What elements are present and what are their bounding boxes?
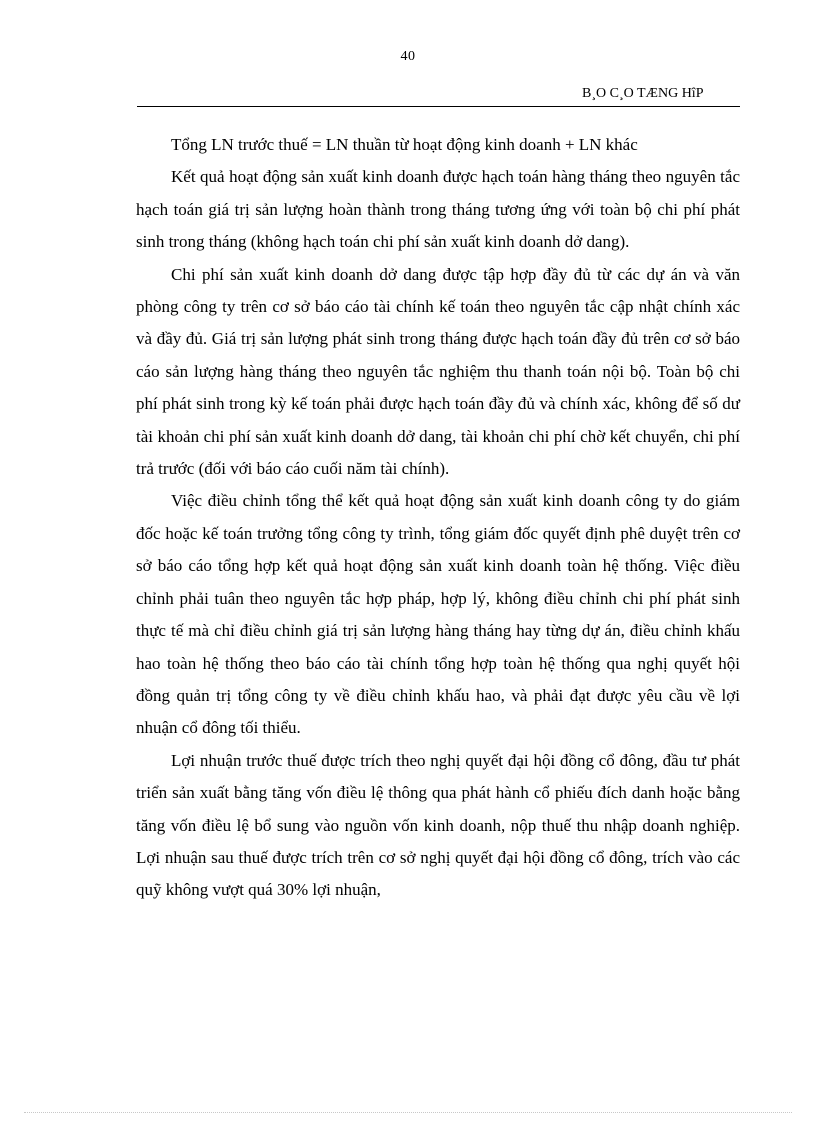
paragraph-adjustments: Việc điều chỉnh tổng thể kết quả hoạt động sản xuất kinh doanh công ty do giám đốc hoặc kế toán trưởng tổng công ty trình, tổng giám đốc quyết định phê duyệt trên cơ sở báo cáo tổng hợp kết quả hoạt động sản xuất kinh doanh toàn hệ thống. Việc điều chỉnh phải tuân theo nguyên tắc hợp pháp, hợp lý, không điều chỉnh chi phí phát sinh thực tế mà chỉ điều chỉnh giá trị sản lượng hàng tháng hay từng dự án, điều chỉnh khấu hao toàn hệ thống theo báo cáo tài chính tổng hợp toàn hệ thống qua nghị quyết hội đồng quản trị tổng công ty về điều chỉnh khấu hao, và phải đạt được yêu cầu về lợi nhuận cổ đông tối thiểu.: [136, 491, 740, 738]
page-number: 40: [400, 49, 416, 64]
paragraph-monthly-accounting: Kết quả hoạt động sản xuất kinh doanh được hạch toán hàng tháng theo nguyên tắc hạch toán giá trị sản lượng hoàn thành trong tháng tương ứng với toàn bộ chi phí phát sinh trong tháng (không hạch toán chi phí sản xuất kinh doanh dở dang).: [136, 167, 740, 252]
document-body: [136, 129, 740, 907]
paragraph-profit-distribution: Lợi nhuận trước thuế được trích theo nghị quyết đại hội đồng cổ đông, đầu tư phát triển sản xuất bằng tăng vốn điều lệ thông qua phát hành cổ phiếu đích danh hoặc bằng tăng vốn điều lệ bổ sung vào nguồn vốn kinh doanh, nộp thuế thu nhập doanh nghiệp. Lợi nhuận sau thuế được trích trên cơ sở nghị quyết đại hội đồng cổ đông, trích vào các quỹ không vượt quá 30% lợi nhuận,: [136, 750, 740, 900]
running-header-title: B¸O C¸O TÆNG HîP: [582, 86, 704, 101]
paragraph-wip-costs: Chi phí sản xuất kinh doanh dở dang được tập hợp đầy đủ từ các dự án và văn phòng công ty trên cơ sở báo cáo tài chính kế toán theo nguyên tắc cập nhật chính xác và đầy đủ. Giá trị sản lượng phát sinh trong tháng được hạch toán đầy đủ trên cơ sở báo cáo sản lượng hàng tháng theo nguyên tắc nghiệm thu thanh toán nội bộ. Toàn bộ chi phí phát sinh trong kỳ kế toán phải được hạch toán đầy đủ và chính xác, không để số dư tài khoản chi phí sản xuất kinh doanh dở dang, tài khoản chi phí chờ kết chuyển, chi phí trả trước (đối với báo cáo cuối năm tài chính).: [136, 264, 740, 479]
paragraph-profit-formula: Tổng LN trước thuế = LN thuần từ hoạt động kinh doanh + LN khác: [171, 135, 638, 154]
page-bottom-edge: [24, 1112, 792, 1113]
header-divider: [137, 106, 740, 107]
